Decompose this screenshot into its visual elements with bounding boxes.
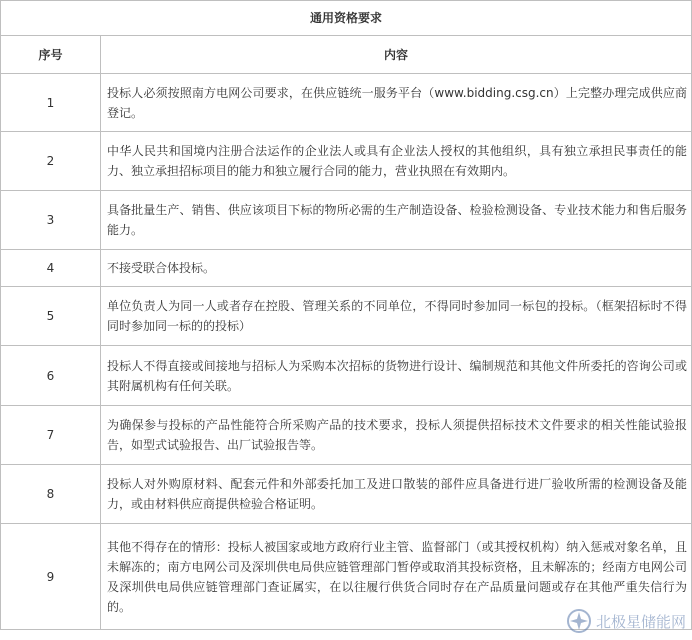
table-row bbox=[1, 250, 692, 287]
row-number: 6 bbox=[1, 346, 101, 406]
table-row bbox=[1, 346, 692, 406]
row-content: 投标人必须按照南方电网公司要求，在供应链统一服务平台（www.bidding.csg.cn）上完整办理完成供应商登记。 bbox=[101, 74, 692, 132]
row-content: 其他不得存在的情形：投标人被国家或地方政府行业主管、监督部门（或其授权机构）纳入惩戒对象名单，且未解冻的；南方电网公司及深圳供电局供应链管理部门暂停或取消其投标资格，且未解冻的；经南方电网公司及深圳供电局供应链管理部门查证属实，在以往履行供货合同时存在产品质量问题或存在其他严重失信行为的。 bbox=[101, 524, 692, 630]
row-content: 具备批量生产、销售、供应该项目下标的物所必需的生产制造设备、检验检测设备、专业技术能力和售后服务能力。 bbox=[101, 191, 692, 250]
table-row bbox=[1, 465, 692, 524]
table-title: 通用资格要求 bbox=[1, 1, 692, 36]
table-header-row bbox=[1, 36, 692, 74]
row-content: 投标人不得直接或间接地与招标人为采购本次招标的货物进行设计、编制规范和其他文件所委托的咨询公司或其附属机构有任何关联。 bbox=[101, 346, 692, 406]
watermark bbox=[566, 608, 686, 634]
row-number: 1 bbox=[1, 74, 101, 132]
watermark-text: 北极星储能网 bbox=[595, 612, 686, 631]
table-row bbox=[1, 74, 692, 132]
row-number: 2 bbox=[1, 132, 101, 191]
row-content: 不接受联合体投标。 bbox=[101, 250, 692, 287]
row-content: 为确保参与投标的产品性能符合所采购产品的技术要求，投标人须提供招标技术文件要求的相关性能试验报告，如型式试验报告、出厂试验报告等。 bbox=[101, 406, 692, 465]
row-number: 4 bbox=[1, 250, 101, 287]
table-row bbox=[1, 287, 692, 346]
row-content: 中华人民共和国境内注册合法运作的企业法人或具有企业法人授权的其他组织，具有独立承担民事责任的能力、独立承担招标项目的能力和独立履行合同的能力，营业执照在有效期内。 bbox=[101, 132, 692, 191]
table-row bbox=[1, 191, 692, 250]
row-number: 3 bbox=[1, 191, 101, 250]
row-number: 9 bbox=[1, 524, 101, 630]
table-row bbox=[1, 132, 692, 191]
row-content: 投标人对外购原材料、配套元件和外部委托加工及进口散装的部件应具备进行进厂验收所需的检测设备及能力，或由材料供应商提供检验合格证明。 bbox=[101, 465, 692, 524]
table-title-row bbox=[1, 1, 692, 36]
table-row bbox=[1, 406, 692, 465]
header-num: 序号 bbox=[1, 36, 101, 74]
header-content: 内容 bbox=[101, 36, 692, 74]
polaris-logo-icon bbox=[566, 608, 592, 634]
row-number: 7 bbox=[1, 406, 101, 465]
row-number: 5 bbox=[1, 287, 101, 346]
row-content: 单位负责人为同一人或者存在控股、管理关系的不同单位，不得同时参加同一标包的投标。（框架招标时不得同时参加同一标的的投标） bbox=[101, 287, 692, 346]
row-number: 8 bbox=[1, 465, 101, 524]
